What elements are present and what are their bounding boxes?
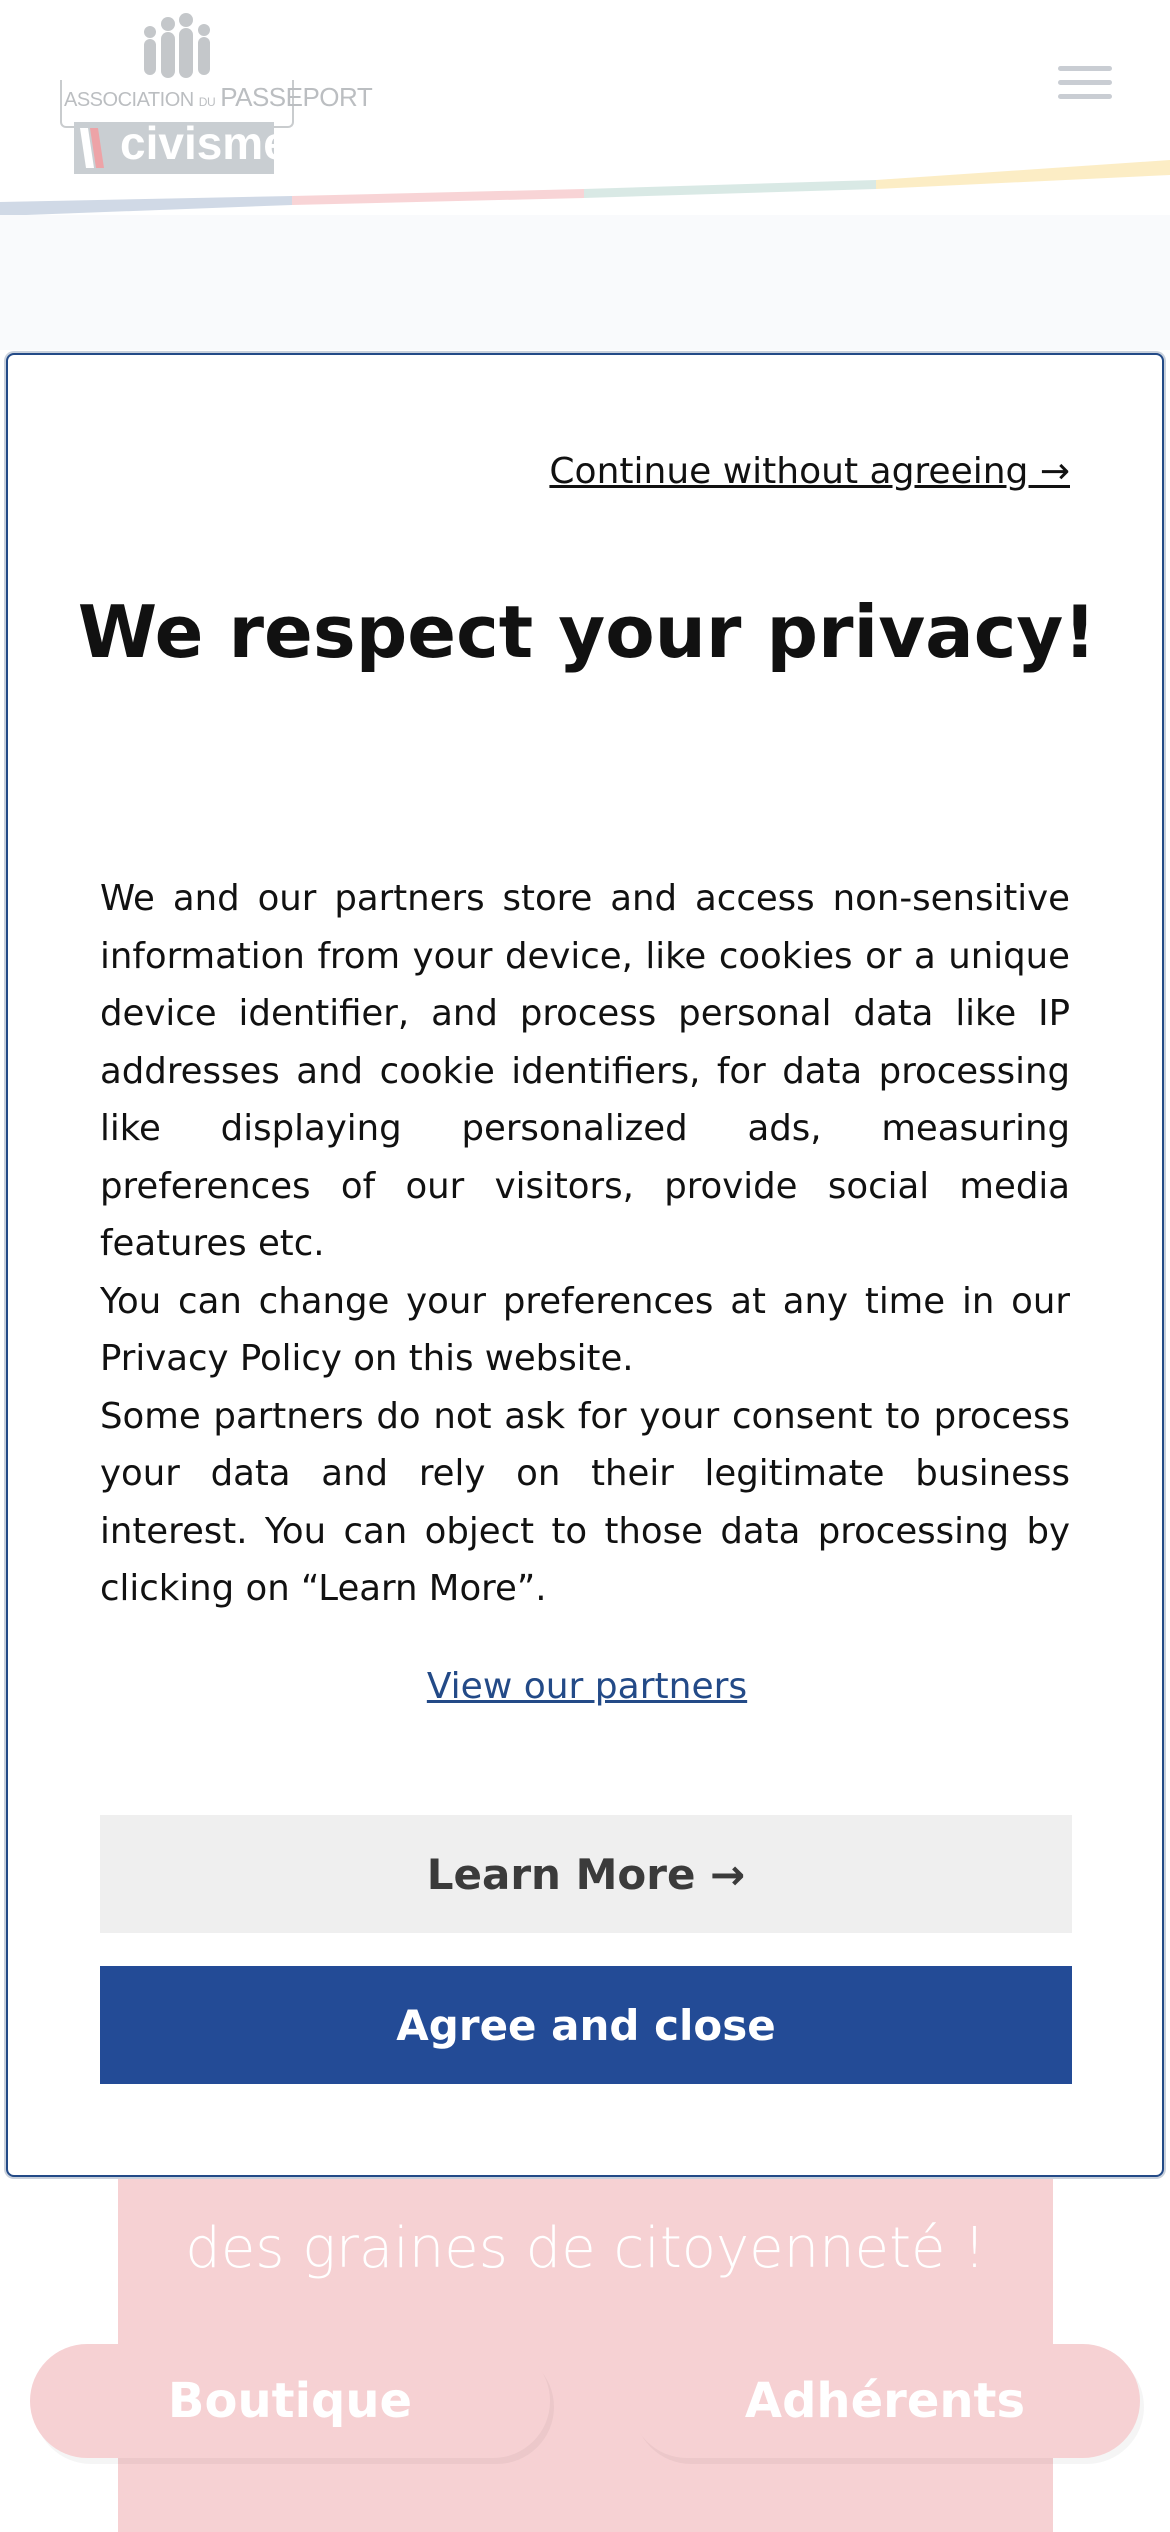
body-paragraph: Some partners do not ask for your consent to process your data and rely on their legitimate business interest. You can object to those data processing by clicking on “Learn More”. <box>100 1395 1070 1609</box>
logo-passeport: PASSEPORT <box>220 82 373 112</box>
logo-civisme: civisme <box>120 117 289 169</box>
body-paragraph: You can change your preferences at any time in our Privacy Policy on this website. <box>100 1280 1070 1379</box>
learn-more-button[interactable]: Learn More → <box>100 1815 1072 1933</box>
logo-du: DU <box>198 95 216 109</box>
logo-association: ASSOCIATION <box>64 89 194 111</box>
agree-and-close-button[interactable]: Agree and close <box>100 1966 1072 2084</box>
continue-without-agreeing-link[interactable]: Continue without agreeing → <box>549 451 1070 492</box>
view-partners-link[interactable]: View our partners <box>426 1666 748 1707</box>
color-stripe <box>0 0 1170 230</box>
body-paragraph: We and our partners store and access non-sensitive information from your device, like cookies or a unique device identifier, and process personal data like IP addresses and cookie identifiers, for data processing like displaying personalized ads, measuring preferences of our visitors, provide social media features etc. <box>100 878 1070 1264</box>
dialog-title: We respect your privacy! <box>77 590 1097 674</box>
members-button[interactable]: Adhérents <box>630 2344 1140 2458</box>
consent-dialog <box>6 353 1164 2177</box>
hero-tagline: des graines de citoyenneté ! <box>185 2216 986 2281</box>
dialog-body <box>100 870 1070 1618</box>
shop-button[interactable]: Boutique <box>30 2344 550 2458</box>
